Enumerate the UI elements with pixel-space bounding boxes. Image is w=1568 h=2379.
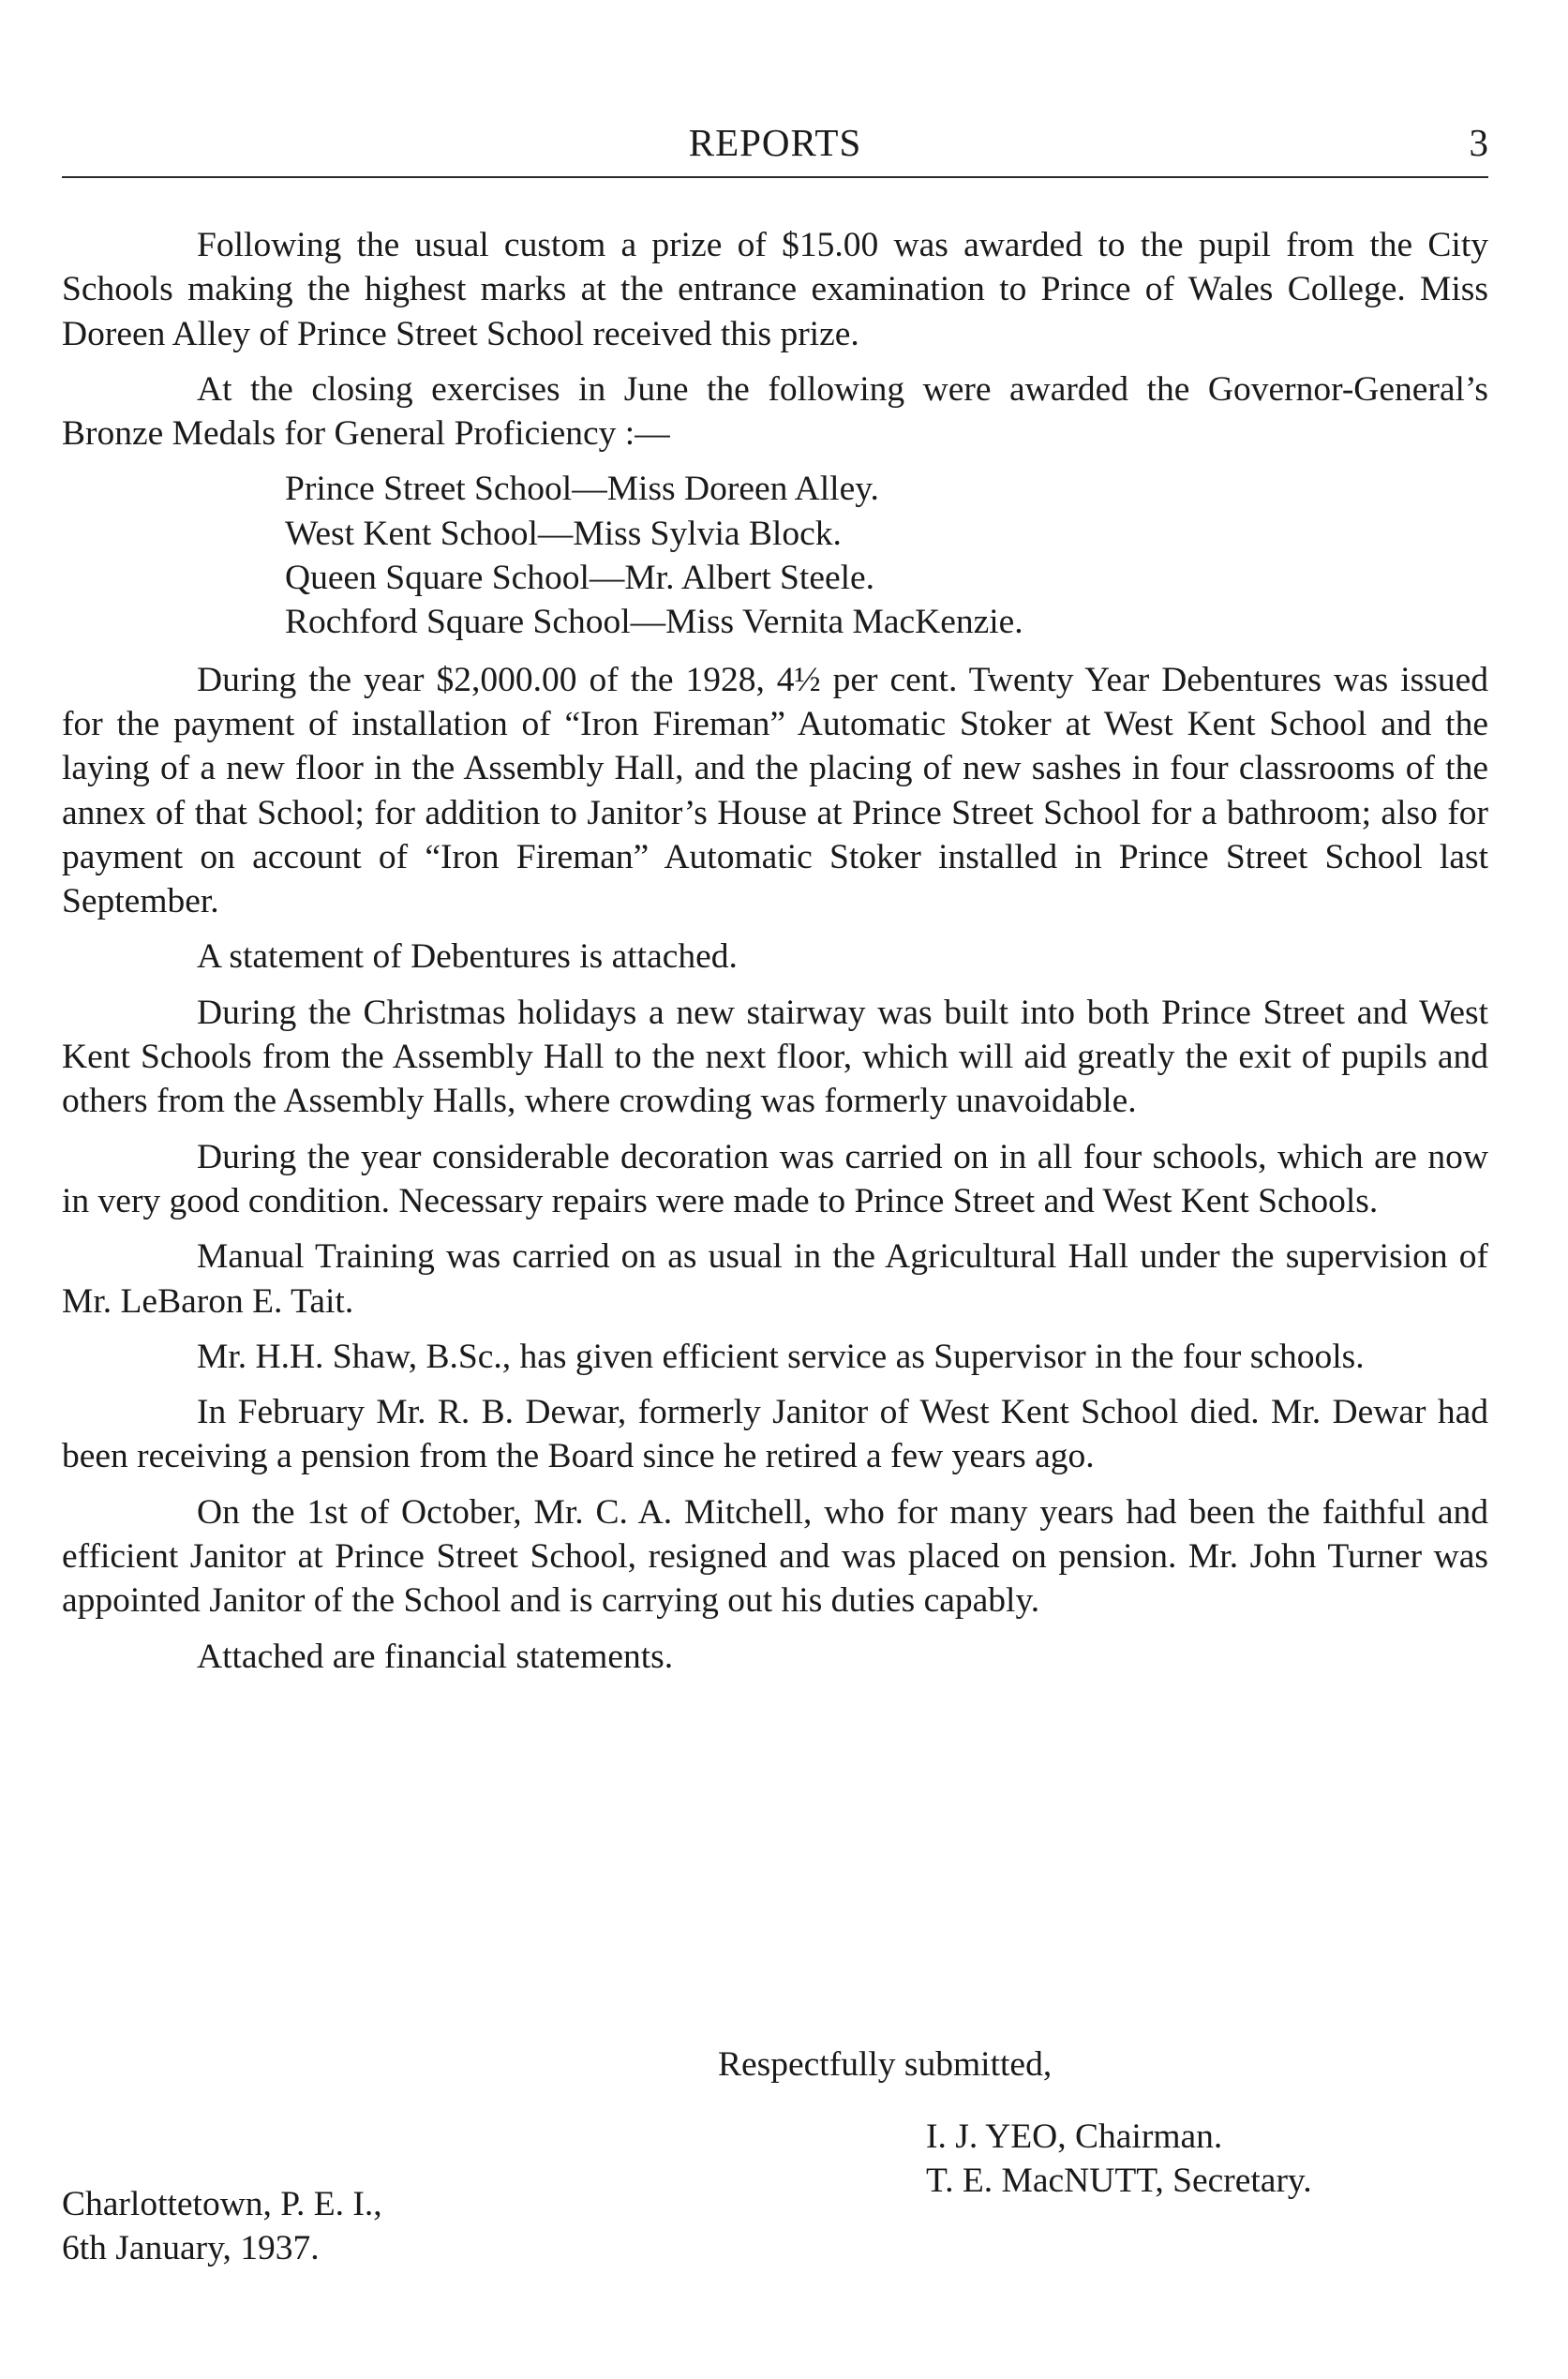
signer-secretary: T. E. MacNUTT, Secretary. — [926, 2162, 1312, 2201]
date-line: 6th January, 1937. — [62, 2229, 320, 2268]
paragraph-statement: A statement of Debentures is attached. — [197, 937, 738, 977]
paragraph-stairway: During the Christmas holidays a new stairway was built into both Prince Street and West Kent Schools from the Assembly Hall to the next floor, which will aid greatly the exit of pupils and others from the Assembly Halls, where crowding was formerly unavoidable. — [62, 993, 1488, 1121]
paragraph-supervisor: Mr. H.H. Shaw, B.Sc., has given efficient service as Supervisor in the four schools. — [197, 1337, 1365, 1376]
paragraph-debentures: During the year $2,000.00 of the 1928, 4½ per cent. Twenty Year Debentures was issued for the payment of installation of “Iron Fireman” Automatic Stoker at West Kent School and the laying of a new floor in the Assembly Hall, and the placing of new sashes in four classrooms of the annex of that School; for addition to Janitor’s House at Prince Street School for a bathroom; also for payment on account of “Iron Fireman” Automatic Stoker installed in Prince Street School last September. — [62, 660, 1488, 921]
closing-salutation: Respectfully submitted, — [718, 2045, 1053, 2084]
medal-list — [285, 467, 1488, 644]
paragraph-prize: Following the usual custom a prize of $15.00 was awarded to the pupil from the City Schools making the highest marks at the entrance examination to Prince of Wales College. Miss Doreen Alley of Prince Street School received this prize. — [62, 226, 1488, 353]
medal-item: Prince Street School—Miss Doreen Alley. — [285, 470, 879, 509]
header-rule — [62, 176, 1488, 178]
paragraph-financial: Attached are financial statements. — [197, 1637, 674, 1676]
medal-item: West Kent School—Miss Sylvia Block. — [285, 514, 842, 553]
paragraph-medals-intro: At the closing exercises in June the following were awarded the Governor-General’s Bronze Medals for General Proficiency :— — [62, 369, 1488, 454]
paragraph-mitchell: On the 1st of October, Mr. C. A. Mitchell, who for many years had been the faithful and efficient Janitor at Prince Street School, resigned and was placed on pension. Mr. John Turner was appointed Janitor of the School and is carrying out his duties capably. — [62, 1492, 1488, 1621]
medal-item: Rochford Square School—Miss Vernita MacKenzie. — [285, 603, 1023, 642]
signature-block — [926, 2115, 1312, 2204]
page-header — [62, 120, 1488, 176]
report-body — [62, 223, 1488, 1690]
place-line: Charlottetown, P. E. I., — [62, 2185, 382, 2223]
signer-chairman: I. J. YEO, Chairman. — [926, 2117, 1223, 2156]
paragraph-manual-training: Manual Training was carried on as usual in the Agricultural Hall under the supervision of Mr. LeBaron E. Tait. — [62, 1237, 1488, 1321]
paragraph-dewar: In February Mr. R. B. Dewar, formerly Janitor of West Kent School died. Mr. Dewar had been receiving a pension from the Board since he retired a few years ago. — [62, 1393, 1488, 1476]
paragraph-decoration: During the year considerable decoration was carried on in all four schools, which are now in very good condition. Necessary repairs were made to Prince Street and West Kent Schools. — [62, 1137, 1488, 1220]
running-head: REPORTS — [688, 121, 862, 164]
medal-item: Queen Square School—Mr. Albert Steele. — [285, 559, 875, 598]
page-number: 3 — [1469, 121, 1488, 164]
place-date — [62, 2182, 382, 2271]
